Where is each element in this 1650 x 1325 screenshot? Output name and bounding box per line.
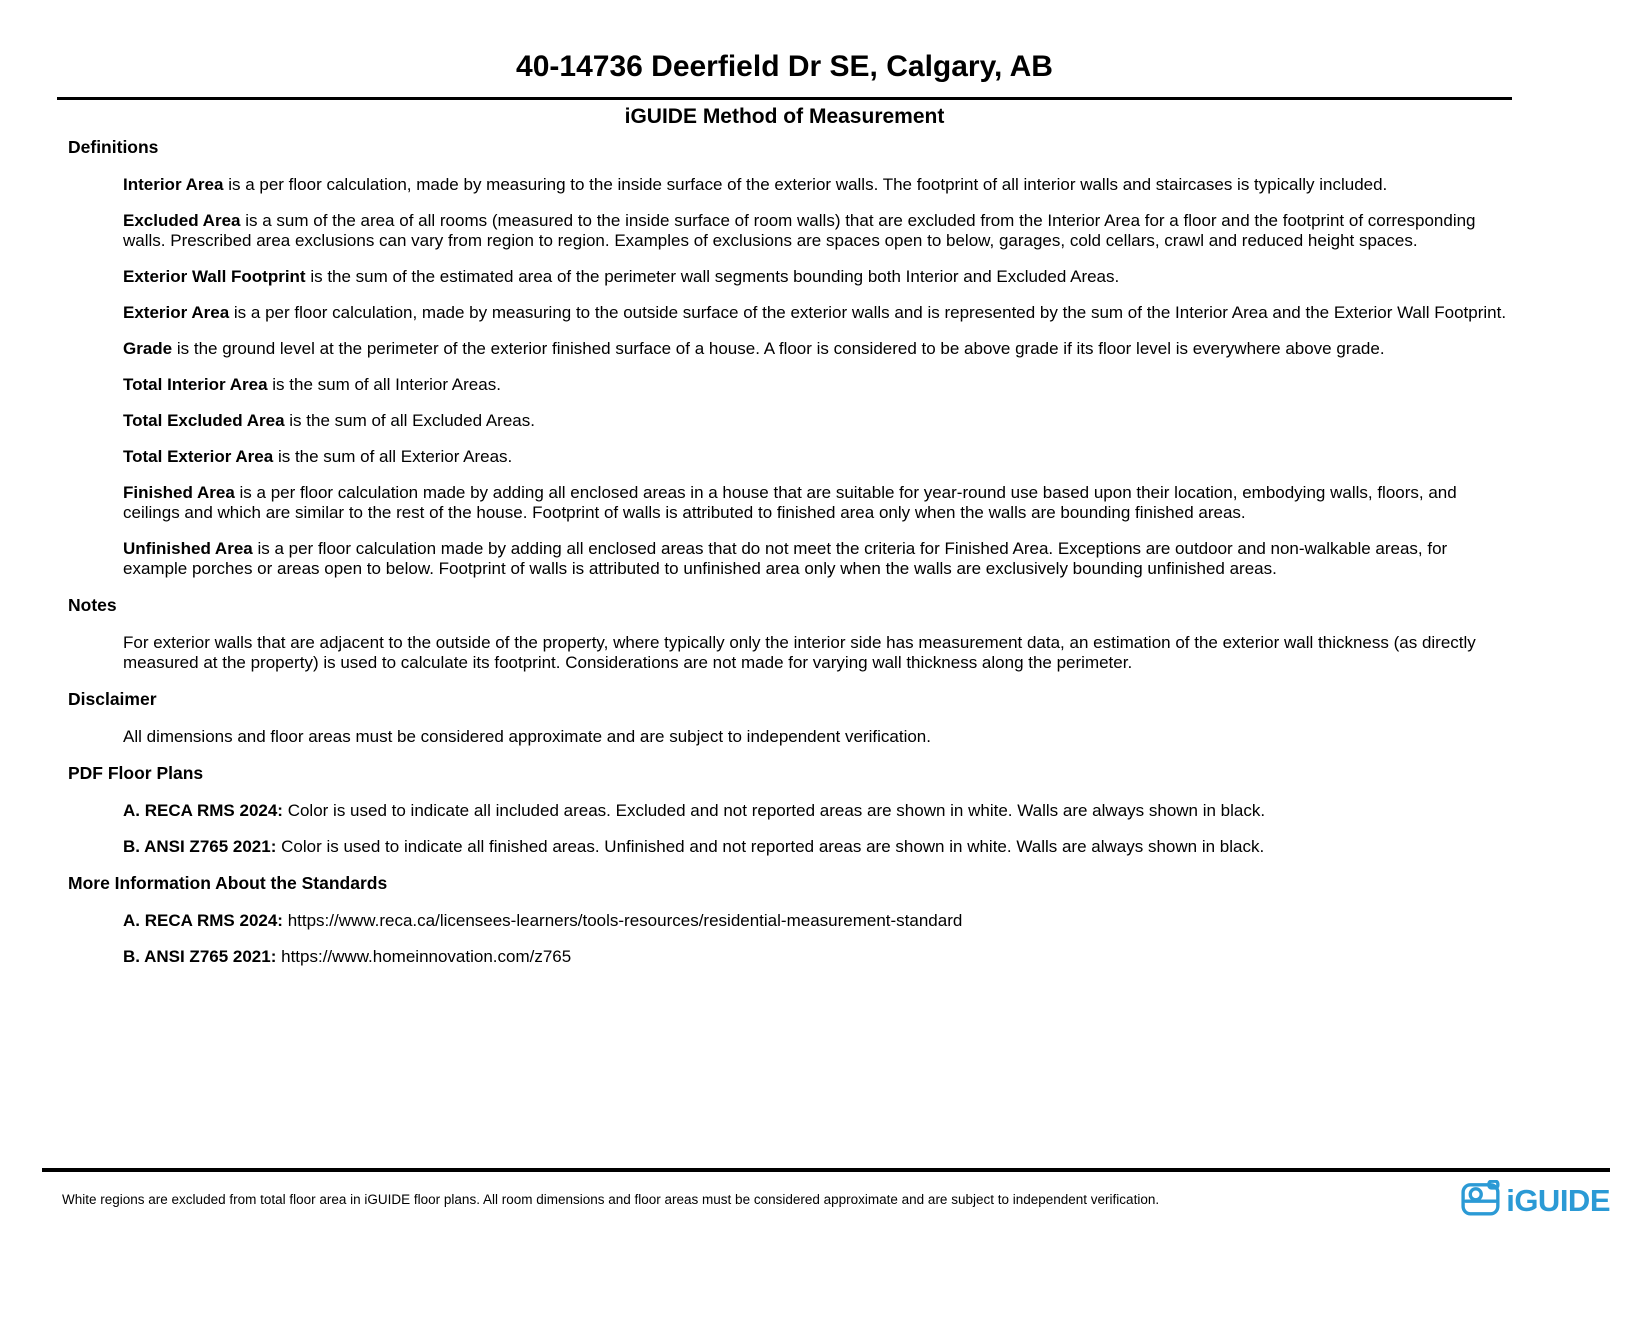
definition-unfinished-area bbox=[123, 539, 1512, 579]
definition-text: is the sum of all Interior Areas. bbox=[272, 374, 501, 394]
definition-term: Grade bbox=[123, 338, 173, 358]
definition-term: Exterior Wall Footprint bbox=[123, 266, 306, 286]
definition-total-interior-area bbox=[123, 375, 1512, 395]
definition-term: Interior Area bbox=[123, 174, 224, 194]
definition-excluded-area bbox=[123, 211, 1512, 251]
definition-total-exterior-area bbox=[123, 447, 1512, 467]
definition-exterior-area bbox=[123, 303, 1512, 323]
standard-label: A. RECA RMS 2024: bbox=[123, 800, 283, 820]
definition-term: Excluded Area bbox=[123, 210, 241, 230]
standard-url: https://www.reca.ca/licensees-learners/tools-resources/residential-measurement-standard bbox=[287, 910, 963, 930]
notes-heading: Notes bbox=[68, 594, 117, 615]
definition-text: is the ground level at the perimeter of the exterior finished surface of a house. A floor is considered to be above grade if its floor level is everywhere above grade. bbox=[176, 338, 1385, 358]
iguide-camera-icon bbox=[1461, 1180, 1501, 1221]
definition-text: is a per floor calculation made by adding all enclosed areas that do not meet the criteria for Finished Area. Exceptions are outdoor and non-walkable areas, for example porches or areas open to below. Footprint of walls is attributed to unfinished area only when the walls are exclusively bounding unfinished areas. bbox=[123, 538, 1448, 578]
page-footer bbox=[42, 1168, 1610, 1221]
standard-label: B. ANSI Z765 2021: bbox=[123, 946, 277, 966]
definition-text: is the sum of all Excluded Areas. bbox=[289, 410, 535, 430]
pdf-floor-plans-heading: PDF Floor Plans bbox=[68, 762, 204, 783]
more-information-item-ansi bbox=[123, 947, 1512, 967]
definition-term: Total Exterior Area bbox=[123, 446, 274, 466]
standard-label: A. RECA RMS 2024: bbox=[123, 910, 283, 930]
page-title: 40-14736 Deerfield Dr SE, Calgary, AB bbox=[516, 50, 1053, 83]
pdf-floor-plans-item-reca bbox=[123, 801, 1512, 821]
iguide-logo-text: iGUIDE bbox=[1506, 1183, 1610, 1218]
disclaimer-paragraph: All dimensions and floor areas must be considered approximate and are subject to independent verification. bbox=[123, 726, 931, 746]
definition-text: is a sum of the area of all rooms (measured to the inside surface of room walls) that are excluded from the Interior Area for a floor and the footprint of corresponding walls. Prescribed area exclusions can vary from region to region. Examples of exclusions are spaces open to below, garages, cold cellars, crawl and reduced height spaces. bbox=[123, 210, 1476, 250]
page-content bbox=[57, 50, 1512, 967]
footer-disclaimer-text: White regions are excluded from total floor area in iGUIDE floor plans. All room dimensions and floor areas must be considered approximate and are subject to independent verification. bbox=[62, 1192, 1160, 1208]
iguide-logo bbox=[1461, 1180, 1610, 1221]
definition-term: Finished Area bbox=[123, 482, 235, 502]
definition-text: is the sum of all Exterior Areas. bbox=[277, 446, 513, 466]
pdf-floor-plans-item-ansi bbox=[123, 837, 1512, 857]
definition-text: is the sum of the estimated area of the perimeter wall segments bounding both Interior and Excluded Areas. bbox=[310, 266, 1120, 286]
definition-interior-area bbox=[123, 175, 1512, 195]
more-information-item-reca bbox=[123, 911, 1512, 931]
definition-term: Total Excluded Area bbox=[123, 410, 285, 430]
standard-text: Color is used to indicate all included areas. Excluded and not reported areas are shown in white. Walls are always shown in black. bbox=[287, 800, 1266, 820]
page-subtitle: iGUIDE Method of Measurement bbox=[624, 104, 945, 128]
definitions-heading: Definitions bbox=[68, 136, 159, 157]
standard-label: B. ANSI Z765 2021: bbox=[123, 836, 277, 856]
definition-finished-area bbox=[123, 483, 1512, 523]
definition-term: Exterior Area bbox=[123, 302, 230, 322]
definition-exterior-wall-footprint bbox=[123, 267, 1512, 287]
disclaimer-heading: Disclaimer bbox=[68, 688, 157, 709]
definition-total-excluded-area bbox=[123, 411, 1512, 431]
notes-paragraph: For exterior walls that are adjacent to the outside of the property, where typically only the interior side has measurement data, an estimation of the exterior wall thickness (as directly measured at the property) is used to calculate its footprint. Considerations are not made for varying wall thickness along the perimeter. bbox=[123, 632, 1476, 672]
standard-text: Color is used to indicate all finished areas. Unfinished and not reported areas are shown in white. Walls are always shown in black. bbox=[281, 836, 1265, 856]
more-information-heading: More Information About the Standards bbox=[68, 872, 388, 893]
definition-text: is a per floor calculation, made by measuring to the outside surface of the exterior walls and is represented by the sum of the Interior Area and the Exterior Wall Footprint. bbox=[233, 302, 1507, 322]
definition-term: Total Interior Area bbox=[123, 374, 268, 394]
definition-text: is a per floor calculation, made by measuring to the inside surface of the exterior walls. The footprint of all interior walls and staircases is typically included. bbox=[228, 174, 1388, 194]
standard-url: https://www.homeinnovation.com/z765 bbox=[281, 946, 572, 966]
definition-grade bbox=[123, 339, 1512, 359]
definition-text: is a per floor calculation made by adding all enclosed areas in a house that are suitable for year-round use based upon their location, embodying walls, floors, and ceilings and which are similar to the rest of the house. Footprint of walls is attributed to finished area only when the walls are bounding finished areas. bbox=[123, 482, 1457, 522]
title-divider bbox=[57, 97, 1512, 100]
definition-term: Unfinished Area bbox=[123, 538, 253, 558]
